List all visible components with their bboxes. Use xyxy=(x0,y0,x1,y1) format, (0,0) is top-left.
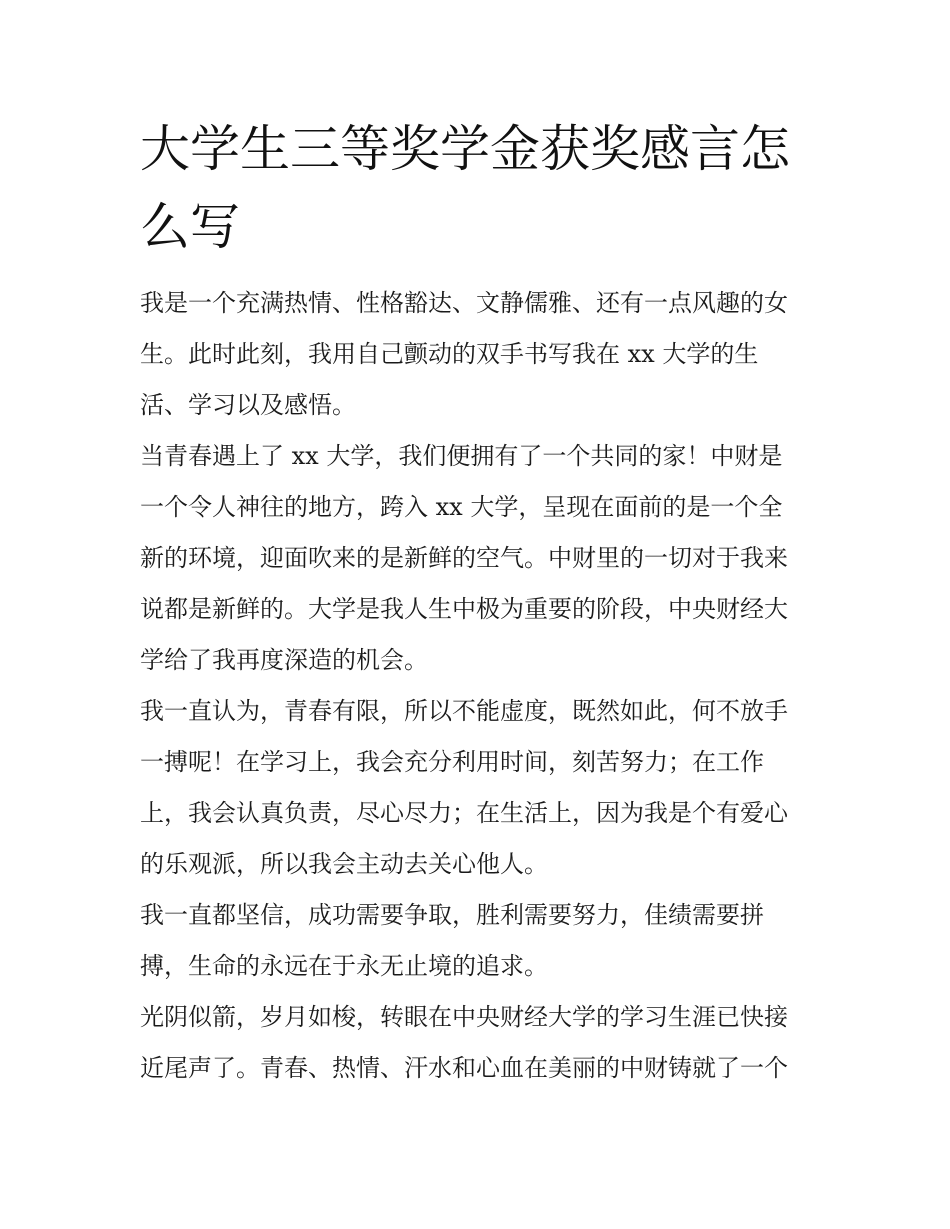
paragraph xyxy=(140,278,820,431)
title-line: 大学生三等奖学金获奖感言怎 xyxy=(140,120,790,178)
title-line: 么写 xyxy=(140,198,240,256)
text-line: 上，我会认真负责，尽心尽力；在生活上，因为我是个有爱心 xyxy=(140,799,788,827)
text-line: 说都是新鲜的。大学是我人生中极为重要的阶段，中央财经大 xyxy=(140,595,788,623)
text-line: 搏，生命的永远在于永无止境的追求。 xyxy=(140,952,548,980)
paragraph xyxy=(140,686,820,890)
text-line: 当青春遇上了 xx 大学，我们便拥有了一个共同的家！中财是 xyxy=(140,442,783,470)
text-line: 一搏呢！在学习上，我会充分利用时间，刻苦努力；在工作 xyxy=(140,748,764,776)
paragraph xyxy=(140,431,820,686)
paragraph xyxy=(140,890,820,992)
text-line: 生。此时此刻，我用自己颤动的双手书写我在 xx 大学的生 xyxy=(140,340,759,368)
paragraph xyxy=(140,992,820,1094)
text-line: 我一直都坚信，成功需要争取，胜利需要努力，佳绩需要拼 xyxy=(140,901,764,929)
text-line: 活、学习以及感悟。 xyxy=(140,391,356,419)
text-line: 我一直认为，青春有限，所以不能虚度，既然如此，何不放手 xyxy=(140,697,788,725)
document-title xyxy=(140,110,840,266)
text-line: 的乐观派，所以我会主动去关心他人。 xyxy=(140,850,548,878)
text-line: 新的环境，迎面吹来的是新鲜的空气。中财里的一切对于我来 xyxy=(140,544,788,572)
text-line: 学给了我再度深造的机会。 xyxy=(140,646,428,674)
text-line: 我是一个充满热情、性格豁达、文静儒雅、还有一点风趣的女 xyxy=(140,289,788,317)
text-line: 近尾声了。青春、热情、汗水和心血在美丽的中财铸就了一个 xyxy=(140,1054,788,1082)
text-line: 光阴似箭，岁月如梭，转眼在中央财经大学的学习生涯已快接 xyxy=(140,1003,788,1031)
document-body xyxy=(140,278,820,1094)
text-line: 一个令人神往的地方，跨入 xx 大学，呈现在面前的是一个全 xyxy=(140,493,783,521)
